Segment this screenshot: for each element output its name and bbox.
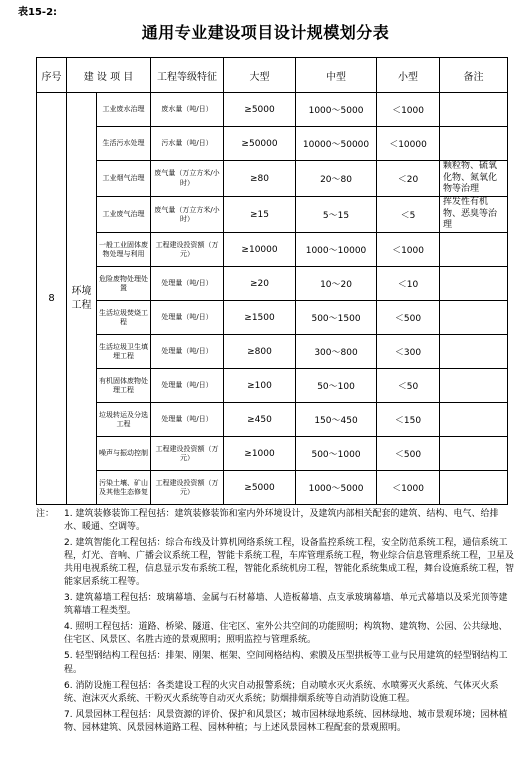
- large-cell: ≥5000: [224, 471, 296, 505]
- note-item: 3. 建筑幕墙工程包括：玻璃幕墙、金属与石材幕墙、人造板幕墙、点支承玻璃幕墙、单元式幕墙以及采光顶等建筑幕墙工程类型。: [64, 593, 508, 617]
- table-row: [37, 301, 508, 335]
- table-row: [37, 335, 508, 369]
- indicator-cell: 工程建设投资额（万元）: [151, 233, 224, 267]
- large-cell: ≥10000: [224, 233, 296, 267]
- header-medium: 中型: [296, 58, 377, 93]
- project-cell: 一般工业固体废物处理与利用: [97, 233, 151, 267]
- project-cell: 生活垃圾卫生填埋工程: [97, 335, 151, 369]
- small-cell: ＜150: [377, 403, 440, 437]
- project-cell: 生活垃圾焚烧工程: [97, 301, 151, 335]
- remark-cell: [440, 437, 508, 471]
- remark-cell: [440, 233, 508, 267]
- header-row: [37, 58, 508, 93]
- medium-cell: 150～450: [296, 403, 377, 437]
- small-cell: ＜1000: [377, 233, 440, 267]
- medium-cell: 20～80: [296, 161, 377, 197]
- project-cell: 工业废气治理: [97, 197, 151, 233]
- project-cell: 工业废水治理: [97, 93, 151, 127]
- medium-cell: 50～100: [296, 369, 377, 403]
- remark-cell: [440, 369, 508, 403]
- remark-cell: 颗粒物、硫氧化物、氮氧化物等治理: [440, 161, 508, 197]
- project-cell: 垃圾转运及分选工程: [97, 403, 151, 437]
- table-row: [37, 369, 508, 403]
- note-item: 5. 轻型钢结构工程包括：排架、刚架、框架、空间网格结构、索膜及压型拱板等工业与民用建筑的轻型钢结构工程。: [64, 651, 508, 675]
- indicator-cell: 废气量（万立方米/小时）: [151, 161, 224, 197]
- note-item: 2. 建筑智能化工程包括：综合布线及计算机网络系统工程，设备监控系统工程，安全防范系统工程，通信系统工程，灯光、音响、广播会议系统工程，智能卡系统工程，车库管理系统工程，物业综合信息管理系统工程，卫星及共用电视系统工程，信息显示发布系统工程，智能化系统机房工程，智能化系统集成工程，舞台设施系统工程，智能家居系统工程等。: [64, 538, 515, 588]
- large-cell: ≥15: [224, 197, 296, 233]
- note-item: 6. 消防设施工程包括：各类建设工程的火灾自动报警系统；自动喷水灭火系统、水喷雾灭火系统、气体灭火系统、泡沫灭火系统、干粉灭火系统等自动灭火系统；防烟排烟系统等自动消防设施工程。: [64, 680, 499, 704]
- medium-cell: 300～800: [296, 335, 377, 369]
- header-project: 建 设 项 目: [67, 58, 151, 93]
- medium-cell: 10～20: [296, 267, 377, 301]
- notes-label: 注：: [36, 509, 55, 519]
- header-indicator: 工程等级特征: [151, 58, 224, 93]
- table-row: [37, 403, 508, 437]
- remark-cell: [440, 127, 508, 161]
- note-item: 4. 照明工程包括：道路、桥梁、隧道、住宅区、室外公共空间的功能照明；构筑物、建筑物、公园、公共绿地、住宅区、风景区、名胜古迹的景观照明；照明监控与管理系统。: [64, 622, 508, 646]
- large-cell: ≥1500: [224, 301, 296, 335]
- seq-cell: 8: [37, 93, 67, 505]
- indicator-cell: 工程建设投资额（万元）: [151, 471, 224, 505]
- remark-cell: [440, 93, 508, 127]
- small-cell: ＜20: [377, 161, 440, 197]
- small-cell: ＜10: [377, 267, 440, 301]
- header-large: 大型: [224, 58, 296, 93]
- notes-list: [36, 508, 514, 735]
- small-cell: ＜500: [377, 437, 440, 471]
- header-seq: 序号: [37, 58, 67, 93]
- table-label: 表15-2:: [18, 7, 58, 18]
- small-cell: ＜300: [377, 335, 440, 369]
- project-cell: 噪声与振动控制: [97, 437, 151, 471]
- remark-cell: [440, 267, 508, 301]
- remark-cell: [440, 471, 508, 505]
- table-row: [37, 267, 508, 301]
- medium-cell: 10000～50000: [296, 127, 377, 161]
- table-row: [37, 437, 508, 471]
- large-cell: ≥50000: [224, 127, 296, 161]
- table-row: [37, 233, 508, 267]
- medium-cell: 500～1500: [296, 301, 377, 335]
- table-row: [37, 161, 508, 197]
- indicator-cell: 废水量（吨/日）: [151, 93, 224, 127]
- large-cell: ≥450: [224, 403, 296, 437]
- indicator-cell: 工程建设投资额（万元）: [151, 437, 224, 471]
- header-small: 小型: [377, 58, 440, 93]
- page-title: 通用专业建设项目设计规模划分表: [141, 23, 390, 42]
- project-cell: 污染土壤、矿山及其他生态修复: [97, 471, 151, 505]
- indicator-cell: 污水量（吨/日）: [151, 127, 224, 161]
- large-cell: ≥80: [224, 161, 296, 197]
- remark-cell: 挥发性有机物、恶臭等治理: [440, 197, 508, 233]
- small-cell: ＜50: [377, 369, 440, 403]
- project-cell: 生活污水处理: [97, 127, 151, 161]
- large-cell: ≥100: [224, 369, 296, 403]
- note-item: 1. 建筑装修装饰工程包括：建筑装修装饰和室内外环境设计，及建筑内部相关配套的建筑、结构、电气、给排水、暖通、空调等。: [64, 509, 499, 533]
- indicator-cell: 处理量（吨/日）: [151, 267, 224, 301]
- small-cell: ＜10000: [377, 127, 440, 161]
- indicator-cell: 废气量（万立方米/小时）: [151, 197, 224, 233]
- header-remark: 备注: [440, 58, 508, 93]
- notes-section: [36, 508, 514, 738]
- large-cell: ≥20: [224, 267, 296, 301]
- project-cell: 有机固体废物处理工程: [97, 369, 151, 403]
- note-item: 7. 风景园林工程包括：风景资源的评价、保护和风景区；城市园林绿地系统、园林绿地、城市景观环境；园林植物、园林建筑、风景园林道路工程、园林种植；与上述风景园林工程配套的景观照明。: [64, 709, 508, 733]
- medium-cell: 1000～5000: [296, 93, 377, 127]
- indicator-cell: 处理量（吨/日）: [151, 369, 224, 403]
- large-cell: ≥1000: [224, 437, 296, 471]
- small-cell: ＜1000: [377, 93, 440, 127]
- medium-cell: 1000～5000: [296, 471, 377, 505]
- indicator-cell: 处理量（吨/日）: [151, 301, 224, 335]
- table-row: [37, 127, 508, 161]
- project-cell: 危险废物处理处置: [97, 267, 151, 301]
- remark-cell: [440, 301, 508, 335]
- remark-cell: [440, 335, 508, 369]
- table-row: [37, 471, 508, 505]
- category-cell: 环境工程: [67, 93, 97, 505]
- table-row: [37, 197, 508, 233]
- small-cell: ＜5: [377, 197, 440, 233]
- large-cell: ≥5000: [224, 93, 296, 127]
- medium-cell: 1000～10000: [296, 233, 377, 267]
- scale-table: [36, 57, 508, 505]
- indicator-cell: 处理量（吨/日）: [151, 403, 224, 437]
- table-row: [37, 93, 508, 127]
- indicator-cell: 处理量（吨/日）: [151, 335, 224, 369]
- medium-cell: 5～15: [296, 197, 377, 233]
- large-cell: ≥800: [224, 335, 296, 369]
- small-cell: ＜500: [377, 301, 440, 335]
- small-cell: ＜1000: [377, 471, 440, 505]
- medium-cell: 500～1000: [296, 437, 377, 471]
- project-cell: 工业烟气治理: [97, 161, 151, 197]
- remark-cell: [440, 403, 508, 437]
